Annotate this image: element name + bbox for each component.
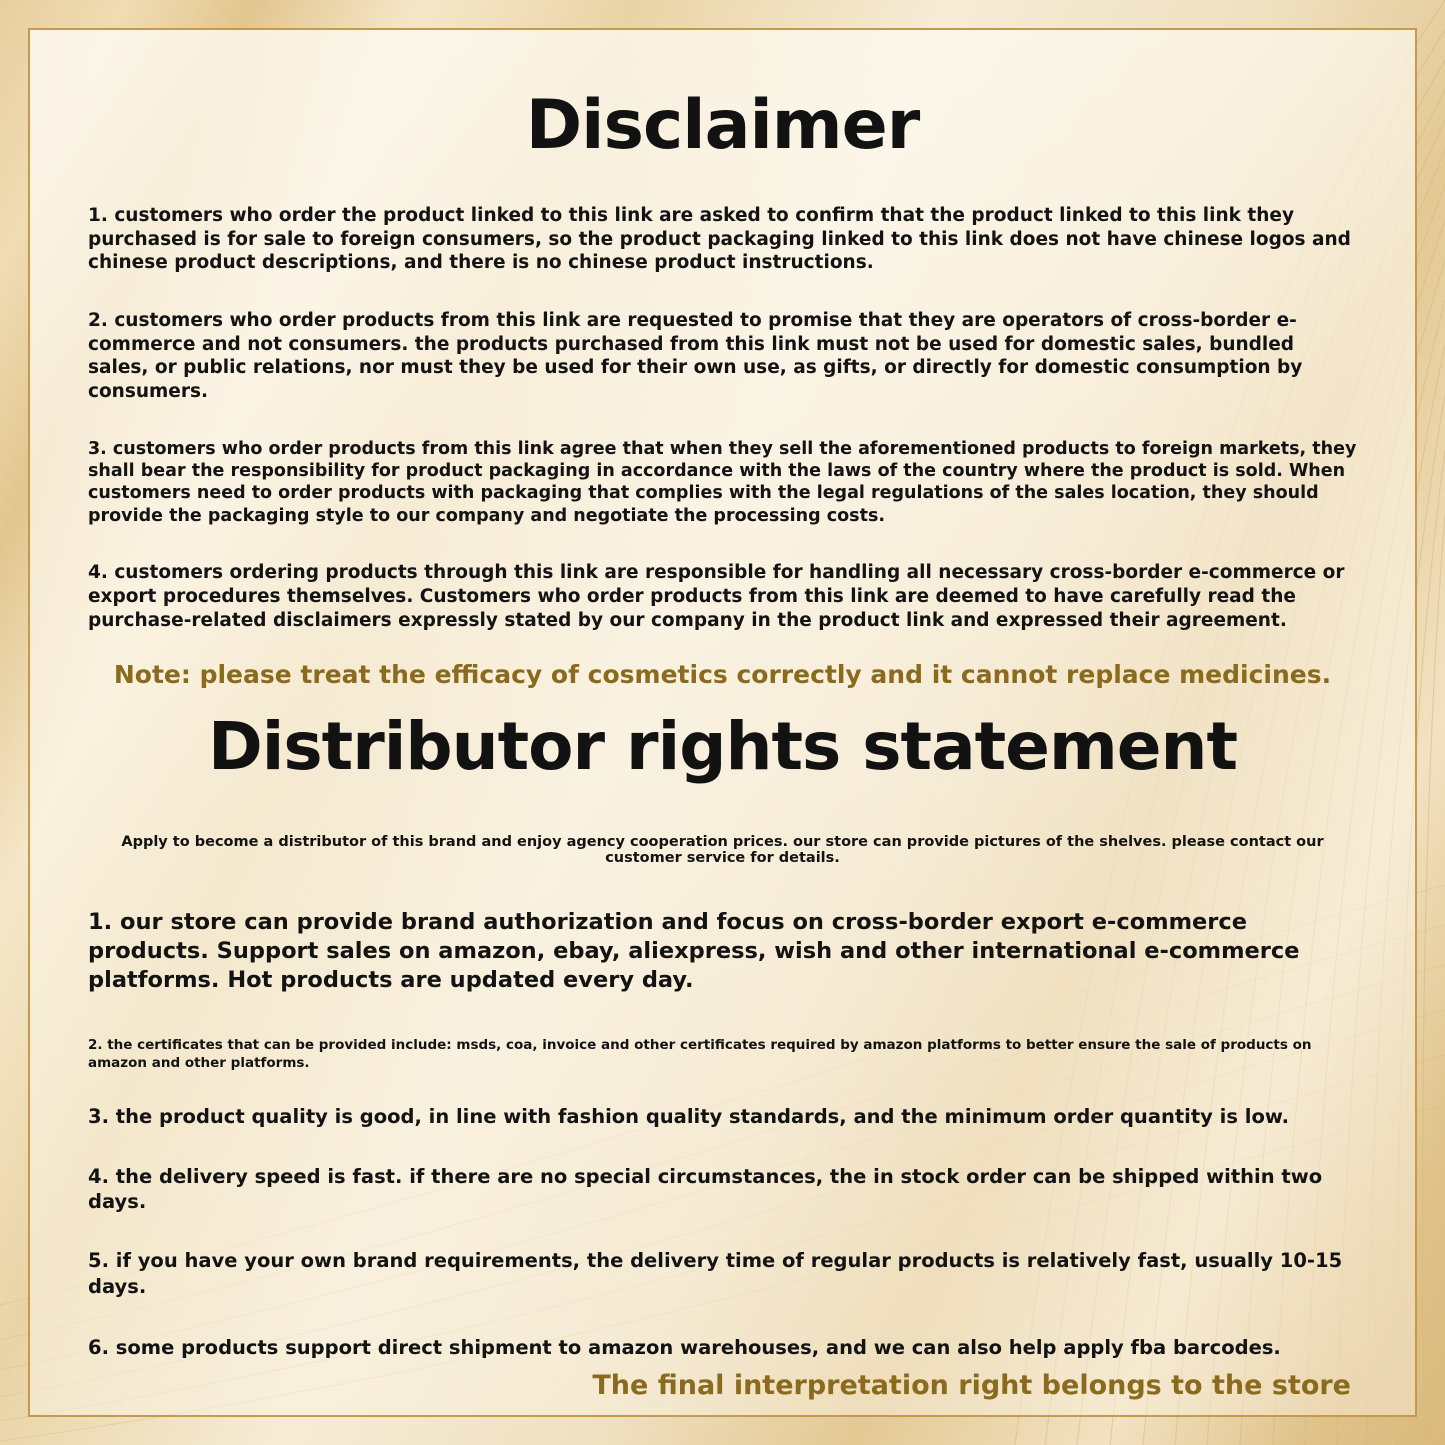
distributor-item-2: 2. the certificates that can be provided include: msds, coa, invoice and other certificates required by amazon platforms to better ensure the sale of products on amazon and other platforms. (88, 1037, 1312, 1071)
disclaimer-clause-4: 4. customers ordering products through this link are responsible for handling all necessary cross-border e-commerce or export procedures themselves. Customers who order products from this link are deemed to have carefully read the purchase-related disclaimers expressly stated by our company in the product link and expressed their agreement. (88, 562, 1345, 631)
disclaimer-clause-1: 1. customers who order the product linked to this link are asked to confirm that the product linked to this link they purchased is for sale to foreign consumers, so the product packaging linked to this link does not have chinese logos and chinese product descriptions, and there is no chinese product instructions. (88, 205, 1351, 274)
distributor-item-6: 6. some products support direct shipment to amazon warehouses, and we can also help apply fba barcodes. (88, 1336, 1281, 1360)
distributor-item-5: 5. if you have your own brand requirements, the delivery time of regular products is relatively fast, usually 10-15 days. (88, 1249, 1343, 1298)
page-title-distributor: Distributor rights statement (207, 708, 1238, 786)
cosmetics-note: Note: please treat the efficacy of cosmetics correctly and it cannot replace medicines. (113, 660, 1332, 690)
page-title-disclaimer: Disclaimer (525, 86, 920, 165)
document-content (30, 30, 1415, 1415)
gold-border-frame (28, 28, 1417, 1417)
distributor-item-3: 3. the product quality is good, in line with fashion quality standards, and the minimum order quantity is low. (88, 1105, 1290, 1129)
distributor-item-1: 1. our store can provide brand authorization and focus on cross-border export e-commerce products. Support sales on amazon, ebay, aliexpress, wish and other international e-commerce platforms. Hot products are updated every day. (88, 908, 1300, 994)
disclaimer-clause-3: 3. customers who order products from this link agree that when they sell the aforementioned products to foreign markets, they shall bear the responsibility for product packaging in accordance with the laws of the country where the product is sold. When customers need to order products with packaging that complies with the legal regulations of the sales location, they should provide the packaging style to our company and negotiate the processing costs. (88, 438, 1357, 526)
distributor-intro: Apply to become a distributor of this brand and enjoy agency cooperation prices. our store can provide pictures of the shelves. please contact our customer service for details. (121, 833, 1324, 866)
disclaimer-clause-2: 2. customers who order products from this link are requested to promise that they are operators of cross-border e-commerce and not consumers. the products purchased from this link must not be used for domestic sales, bundled sales, or public relations, nor must they be used for their own use, as gifts, or directly for domestic consumption by consumers. (88, 310, 1303, 403)
final-interpretation-note: The final interpretation right belongs to the store (592, 1370, 1351, 1402)
distributor-item-4: 4. the delivery speed is fast. if there are no special circumstances, the in stock order can be shipped within two days. (88, 1164, 1323, 1214)
